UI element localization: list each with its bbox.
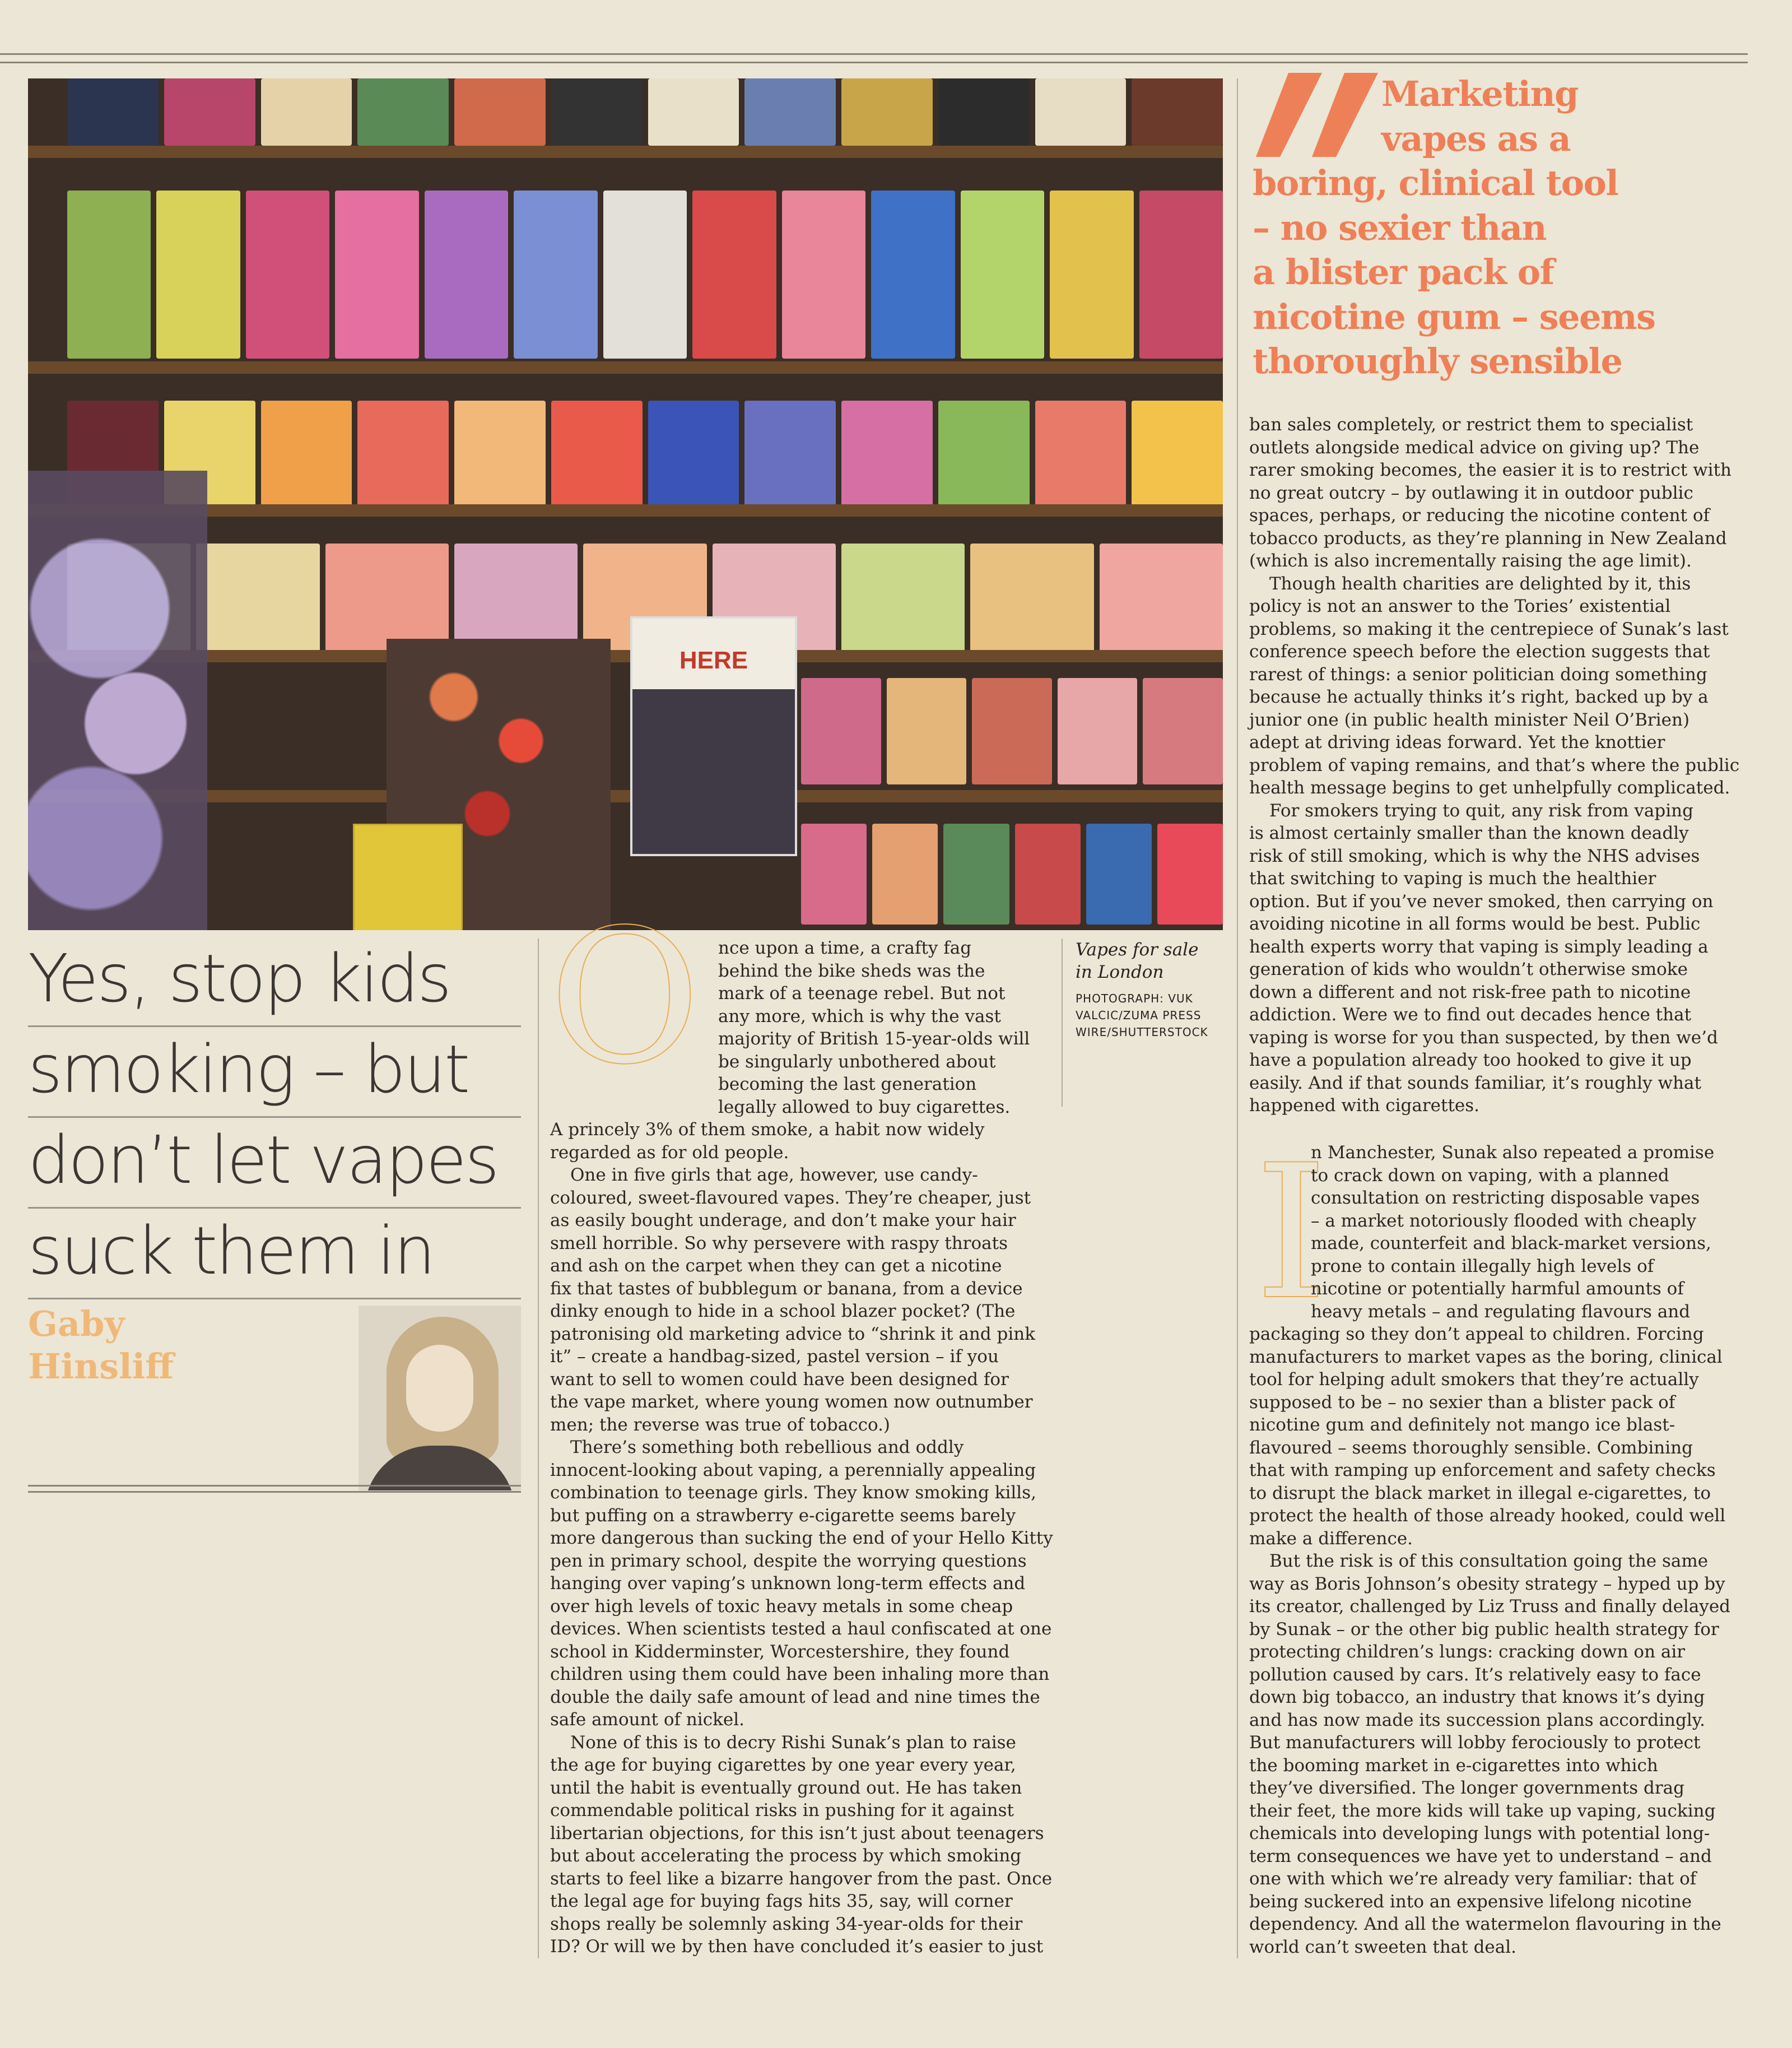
text-line: being suckered into an expensive lifelong nicotine — [1249, 1891, 1692, 1912]
pull-quote-line: thoroughly sensible — [1253, 341, 1622, 382]
text-line: by Sunak – or the other big public health strategy for — [1249, 1619, 1719, 1640]
byline-bottom-rules — [28, 1485, 521, 1497]
column-rule — [1062, 939, 1063, 1107]
pull-quote — [1253, 72, 1746, 384]
text-line: generation of kids who wouldn’t otherwise smoke — [1249, 959, 1688, 979]
column-one — [550, 937, 1054, 1958]
headline-line: smoking – but — [28, 1030, 469, 1108]
text-line: and ash on the carpet when they can get a nicotine — [550, 1256, 1002, 1276]
text-line: no great outcry – by outlawing it in outdoor public — [1249, 482, 1693, 503]
text-line: way as Boris Johnson’s obesity strategy – hyped up by — [1249, 1573, 1725, 1594]
text-line: tool for helping adult smokers that they’re actually — [1249, 1369, 1699, 1390]
text-line: problem of vaping remains, and that’s where the public — [1249, 755, 1740, 775]
text-line: one with which we’re already very familiar: that of — [1249, 1869, 1697, 1889]
text-line: nce upon a time, a crafty fag — [718, 938, 972, 958]
text-line: world can’t sweeten that deal. — [1249, 1936, 1517, 1957]
text-line: make a difference. — [1249, 1528, 1413, 1549]
text-line: double the daily safe amount of lead and nine times the — [550, 1687, 1040, 1707]
text-line: junior one (in public health minister Neil O’Brien) — [1249, 709, 1690, 730]
drop-cap-i: I — [1255, 1125, 1328, 1340]
text-line: prone to contain illegally high levels of — [1311, 1256, 1654, 1276]
text-line: commendable political risks in pushing for it against — [550, 1800, 1014, 1821]
text-line: risk of still smoking, which is why the NHS advises — [1249, 846, 1700, 866]
text-line: behind the bike sheds was the — [718, 960, 985, 981]
text-line: Though health charities are delighted by it, this — [1269, 573, 1691, 594]
text-line: health experts worry that vaping is simply leading a — [1249, 936, 1709, 957]
text-line: legally allowed to buy cigarettes. — [718, 1097, 1011, 1117]
text-line: to crack down on vaping, with a planned — [1311, 1165, 1669, 1186]
text-line: tobacco products, as they’re planning in New Zealand — [1249, 528, 1727, 549]
text-line: it” – create a handbag-sized, pastel version – if you — [550, 1346, 999, 1367]
text-line: dependency. And all the watermelon flavouring in the — [1249, 1914, 1721, 1934]
text-line: pollution caused by cars. It’s relatively easy to face — [1249, 1664, 1701, 1685]
byline-line: Hinsliff — [28, 1346, 174, 1387]
text-line: problems, so making it the centrepiece of Sunak’s last — [1249, 619, 1729, 639]
text-line: consultation on restricting disposable vapes — [1311, 1188, 1700, 1208]
text-line: be singularly unbothered about — [718, 1051, 996, 1072]
text-line: protecting children’s lungs: cracking down on air — [1249, 1642, 1686, 1662]
column-two — [1249, 414, 1742, 1117]
bus-poster-image — [630, 616, 797, 856]
pull-quote-line: nicotine gum – seems — [1253, 296, 1655, 337]
text-line: nicotine or potentially harmful amounts of — [1311, 1279, 1684, 1299]
text-line: hanging over vaping’s unknown long-term effects and — [550, 1573, 1026, 1594]
text-line: ID? Or will we by then have concluded it’s easier to just — [550, 1936, 1044, 1957]
credit-line: VALCIC/ZUMA PRESS — [1076, 1009, 1202, 1022]
text-line: and has now made its succession plans accordingly. — [1249, 1710, 1705, 1730]
text-line: happened with cigarettes. — [1249, 1095, 1480, 1116]
text-line: heavy metals – and regulating flavours and — [1311, 1301, 1691, 1322]
text-line: down a different and not risk-free path to nicotine — [1249, 982, 1691, 1002]
text-line: There’s something both rebellious and oddly — [570, 1437, 964, 1457]
photo-credit — [1076, 990, 1216, 1041]
author-photo — [359, 1306, 521, 1490]
text-line: health message begins to get unhelpfully complicated. — [1249, 778, 1730, 798]
text-line: over high levels of toxic heavy metals in some cheap — [550, 1596, 1013, 1617]
text-line: libertarian objections, for this isn’t just about teenagers — [550, 1823, 1044, 1843]
text-line: fix that tastes of bubblegum or banana, from a device — [550, 1278, 1023, 1299]
pull-quote-line: a blister pack of — [1253, 252, 1554, 292]
headline-rule — [28, 1207, 521, 1209]
text-line: devices. When scientists tested a haul confiscated at one — [550, 1619, 1052, 1639]
poster-text: HERE — [679, 647, 748, 674]
text-line: supposed to be – no sexier than a blister pack of — [1249, 1392, 1675, 1413]
text-line: easily. And if that sounds familiar, it’s roughly what — [1249, 1072, 1701, 1093]
top-rule-2 — [0, 62, 1748, 63]
text-line: term consequences we have yet to understand – and — [1249, 1846, 1712, 1866]
pull-quote-line: vapes as a — [1381, 118, 1571, 159]
text-line: shops really be solemnly asking 34-year-olds for their — [550, 1914, 1023, 1934]
text-line: its creator, challenged by Liz Truss and finally delayed — [1249, 1596, 1731, 1617]
text-line: One in five girls that age, however, use candy- — [570, 1165, 978, 1185]
text-line: the legal age for buying fags hits 35, say, will corner — [550, 1891, 1013, 1911]
text-line: becoming the last generation — [718, 1074, 977, 1094]
text-line: down big tobacco, an industry that knows it’s dying — [1249, 1687, 1705, 1707]
text-line: rarest of things: a senior politician doing something — [1249, 664, 1707, 685]
text-line: that with ramping up enforcement and safety checks — [1249, 1460, 1716, 1480]
photo-caption — [1076, 939, 1216, 1041]
text-line: to disrupt the black market in illegal e-cigarettes, to — [1249, 1483, 1711, 1503]
text-line: pen in primary school, despite the worrying questions — [550, 1550, 1027, 1571]
text-line: protect the health of those already hooked, could well — [1249, 1506, 1726, 1526]
caption-text: in London — [1076, 962, 1164, 982]
text-line: have a population already too hooked to give it up — [1249, 1050, 1692, 1070]
text-line: until the habit is eventually ground out. He has taken — [550, 1777, 1022, 1798]
text-line: the age for buying cigarettes by one year every year, — [550, 1755, 1016, 1775]
text-line: conference speech before the election suggests that — [1249, 642, 1710, 662]
text-line: because he actually thinks it’s right, backed up by a — [1249, 687, 1709, 707]
pull-quote-line: Marketing — [1381, 73, 1578, 114]
text-line: the vape market, where young women now outnumber — [550, 1392, 1033, 1412]
text-line: spaces, perhaps, or reducing the nicotine content of — [1249, 505, 1710, 526]
text-line: starts to feel like a bizarre hangover from the past. Once — [550, 1868, 1053, 1889]
headline — [28, 933, 521, 1296]
text-line: avoiding nicotine in all forms would be best. Public — [1249, 914, 1701, 934]
headline-rule — [28, 1025, 521, 1027]
text-line: policy is not an answer to the Tories’ existential — [1249, 596, 1671, 616]
text-line: nicotine gum and definitely not mango ice blast- — [1249, 1415, 1675, 1435]
text-line: want to sell to women could have been designed for — [550, 1369, 1009, 1390]
text-line: For smokers trying to quit, any risk from vaping — [1269, 800, 1693, 821]
text-line: but about accelerating the process by which smoking — [550, 1846, 1022, 1866]
text-line: vaping is worse for you than suspected, by then we’d — [1249, 1027, 1718, 1048]
text-line: patronising old marketing advice to “shrink it and pink — [550, 1323, 1036, 1344]
text-line: flavoured – seems thoroughly sensible. Combining — [1249, 1437, 1693, 1458]
text-line: A princely 3% of them smoke, a habit now widely — [550, 1120, 985, 1140]
text-line: the booming market in e-cigarettes into which — [1249, 1755, 1658, 1776]
text-line: None of this is to decry Rishi Sunak’s plan to raise — [570, 1732, 1016, 1753]
text-line: as easily bought underage, and don’t make your hair — [550, 1210, 1016, 1230]
text-line: men; the reverse was true of tobacco.) — [550, 1414, 891, 1435]
pull-quote-line: – no sexier than — [1253, 207, 1547, 248]
text-line: that switching to vaping is much the healthier — [1249, 869, 1656, 889]
text-line: their feet, the more kids will take up vaping, sucking — [1249, 1800, 1716, 1821]
drop-cap-o: O — [549, 890, 701, 1105]
vape-shop-photo — [28, 78, 1223, 930]
column-two-continued — [1249, 1141, 1742, 1958]
text-line: smell horrible. So why persevere with raspy throats — [550, 1233, 1008, 1253]
shelf-row — [28, 78, 1223, 146]
text-line: option. But if you’ve never smoked, then carrying on — [1249, 891, 1714, 912]
lollipop-stand-image — [28, 471, 207, 930]
text-line: chemicals into developing lungs with potential long- — [1249, 1823, 1710, 1843]
text-line: But the risk is of this consultation going the same — [1269, 1551, 1709, 1571]
text-line: combination to teenage girls. They know smoking kills, — [550, 1483, 1036, 1503]
text-line: regarded as for old people. — [550, 1142, 789, 1163]
top-rule — [0, 53, 1748, 55]
text-line: addiction. Were we to find out decades hence that — [1249, 1005, 1692, 1025]
text-line: made, counterfeit and black-market versions, — [1311, 1233, 1711, 1253]
snack-packet-image — [353, 824, 463, 930]
text-line: – a market notoriously flooded with cheaply — [1311, 1210, 1697, 1231]
column-rule — [1237, 78, 1238, 1958]
text-line: outlets alongside medical advice on giving up? The — [1249, 437, 1700, 458]
credit-line: PHOTOGRAPH: VUK — [1076, 992, 1193, 1005]
text-line: manufacturers to market vapes as the boring, clinical — [1249, 1346, 1723, 1367]
text-line: But manufacturers will lobby ferociously to protect — [1249, 1733, 1701, 1753]
column-rule — [538, 939, 539, 1958]
byline — [28, 1303, 196, 1388]
text-line: more dangerous than sucking the end of your Hello Kitty — [550, 1528, 1053, 1548]
text-line: school in Kidderminster, Worcestershire, they found — [550, 1641, 1010, 1662]
text-line: (which is also incrementally raising the age limit). — [1249, 551, 1692, 571]
text-line: ban sales completely, or restrict them to specialist — [1249, 415, 1693, 435]
text-line: dinky enough to hide in a school blazer pocket? (The — [550, 1301, 1016, 1321]
headline-rule — [28, 1298, 521, 1299]
text-line: innocent-looking about vaping, a perennially appealing — [550, 1460, 1036, 1480]
text-line: adept at driving ideas forward. Yet the knottier — [1249, 732, 1665, 753]
text-line: but puffing on a strawberry e-cigarette seems barely — [550, 1505, 1016, 1526]
text-line: n Manchester, Sunak also repeated a promise — [1311, 1143, 1715, 1163]
text-line: any more, which is why the vast — [718, 1006, 1001, 1027]
text-line: majority of British 15-year-olds will — [718, 1029, 1030, 1049]
text-line: packaging so they don’t appeal to children. Forcing — [1249, 1324, 1704, 1344]
text-line: coloured, sweet-flavoured vapes. They’re cheaper, just — [550, 1187, 1031, 1208]
headline-line: Yes, stop kids — [28, 940, 450, 1017]
text-line: children using them could have been inhaling more than — [550, 1664, 1050, 1684]
text-line: safe amount of nickel. — [550, 1710, 744, 1730]
credit-line: WIRE/SHUTTERSTOCK — [1076, 1025, 1208, 1039]
shelf-row — [28, 191, 1223, 359]
byline-line: Gaby — [28, 1303, 125, 1344]
text-line: is almost certainly smaller than the known deadly — [1249, 823, 1689, 843]
text-line: mark of a teenage rebel. But not — [718, 983, 1006, 1004]
caption-text: Vapes for sale — [1076, 940, 1199, 960]
headline-line: suck them in — [28, 1212, 434, 1289]
text-line: they’ve diversified. The longer governments drag — [1249, 1778, 1684, 1798]
headline-line: don’t let vapes — [28, 1121, 498, 1199]
text-line: rarer smoking becomes, the easier it is to restrict with — [1249, 460, 1732, 480]
headline-rule — [28, 1116, 521, 1118]
pull-quote-line: boring, clinical tool — [1253, 162, 1618, 203]
